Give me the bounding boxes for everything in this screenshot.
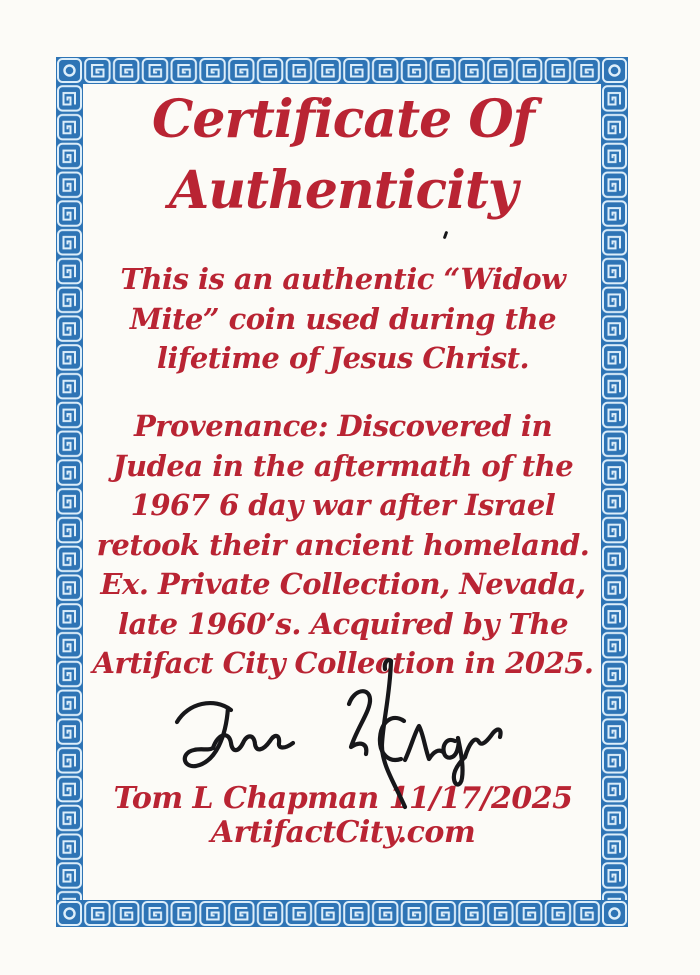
text-line: late 1960’s. Acquired by The: [117, 606, 569, 641]
text-line: lifetime of Jesus Christ.: [156, 341, 530, 375]
text-line: 1967 6 day war after Israel: [130, 488, 556, 522]
text-line: Judea in the aftermath of the: [112, 448, 574, 483]
certificate-title-line2: Authenticity: [168, 160, 518, 221]
text-line: This is an authentic “Widow: [120, 262, 566, 296]
text-line: Artifact City Collection in 2025.: [92, 646, 594, 680]
website-url: ArtifactCity.com: [210, 815, 476, 850]
text-line: Mite” coin used during the: [129, 301, 557, 336]
text-line: retook their ancient homeland.: [96, 527, 590, 562]
text-line: Ex. Private Collection, Nevada,: [100, 567, 586, 601]
certificate-title-line1: Certificate Of: [152, 89, 534, 150]
signer-name-date: Tom L Chapman 11/17/2025: [113, 781, 573, 816]
text-line: Provenance: Discovered in: [133, 409, 553, 443]
